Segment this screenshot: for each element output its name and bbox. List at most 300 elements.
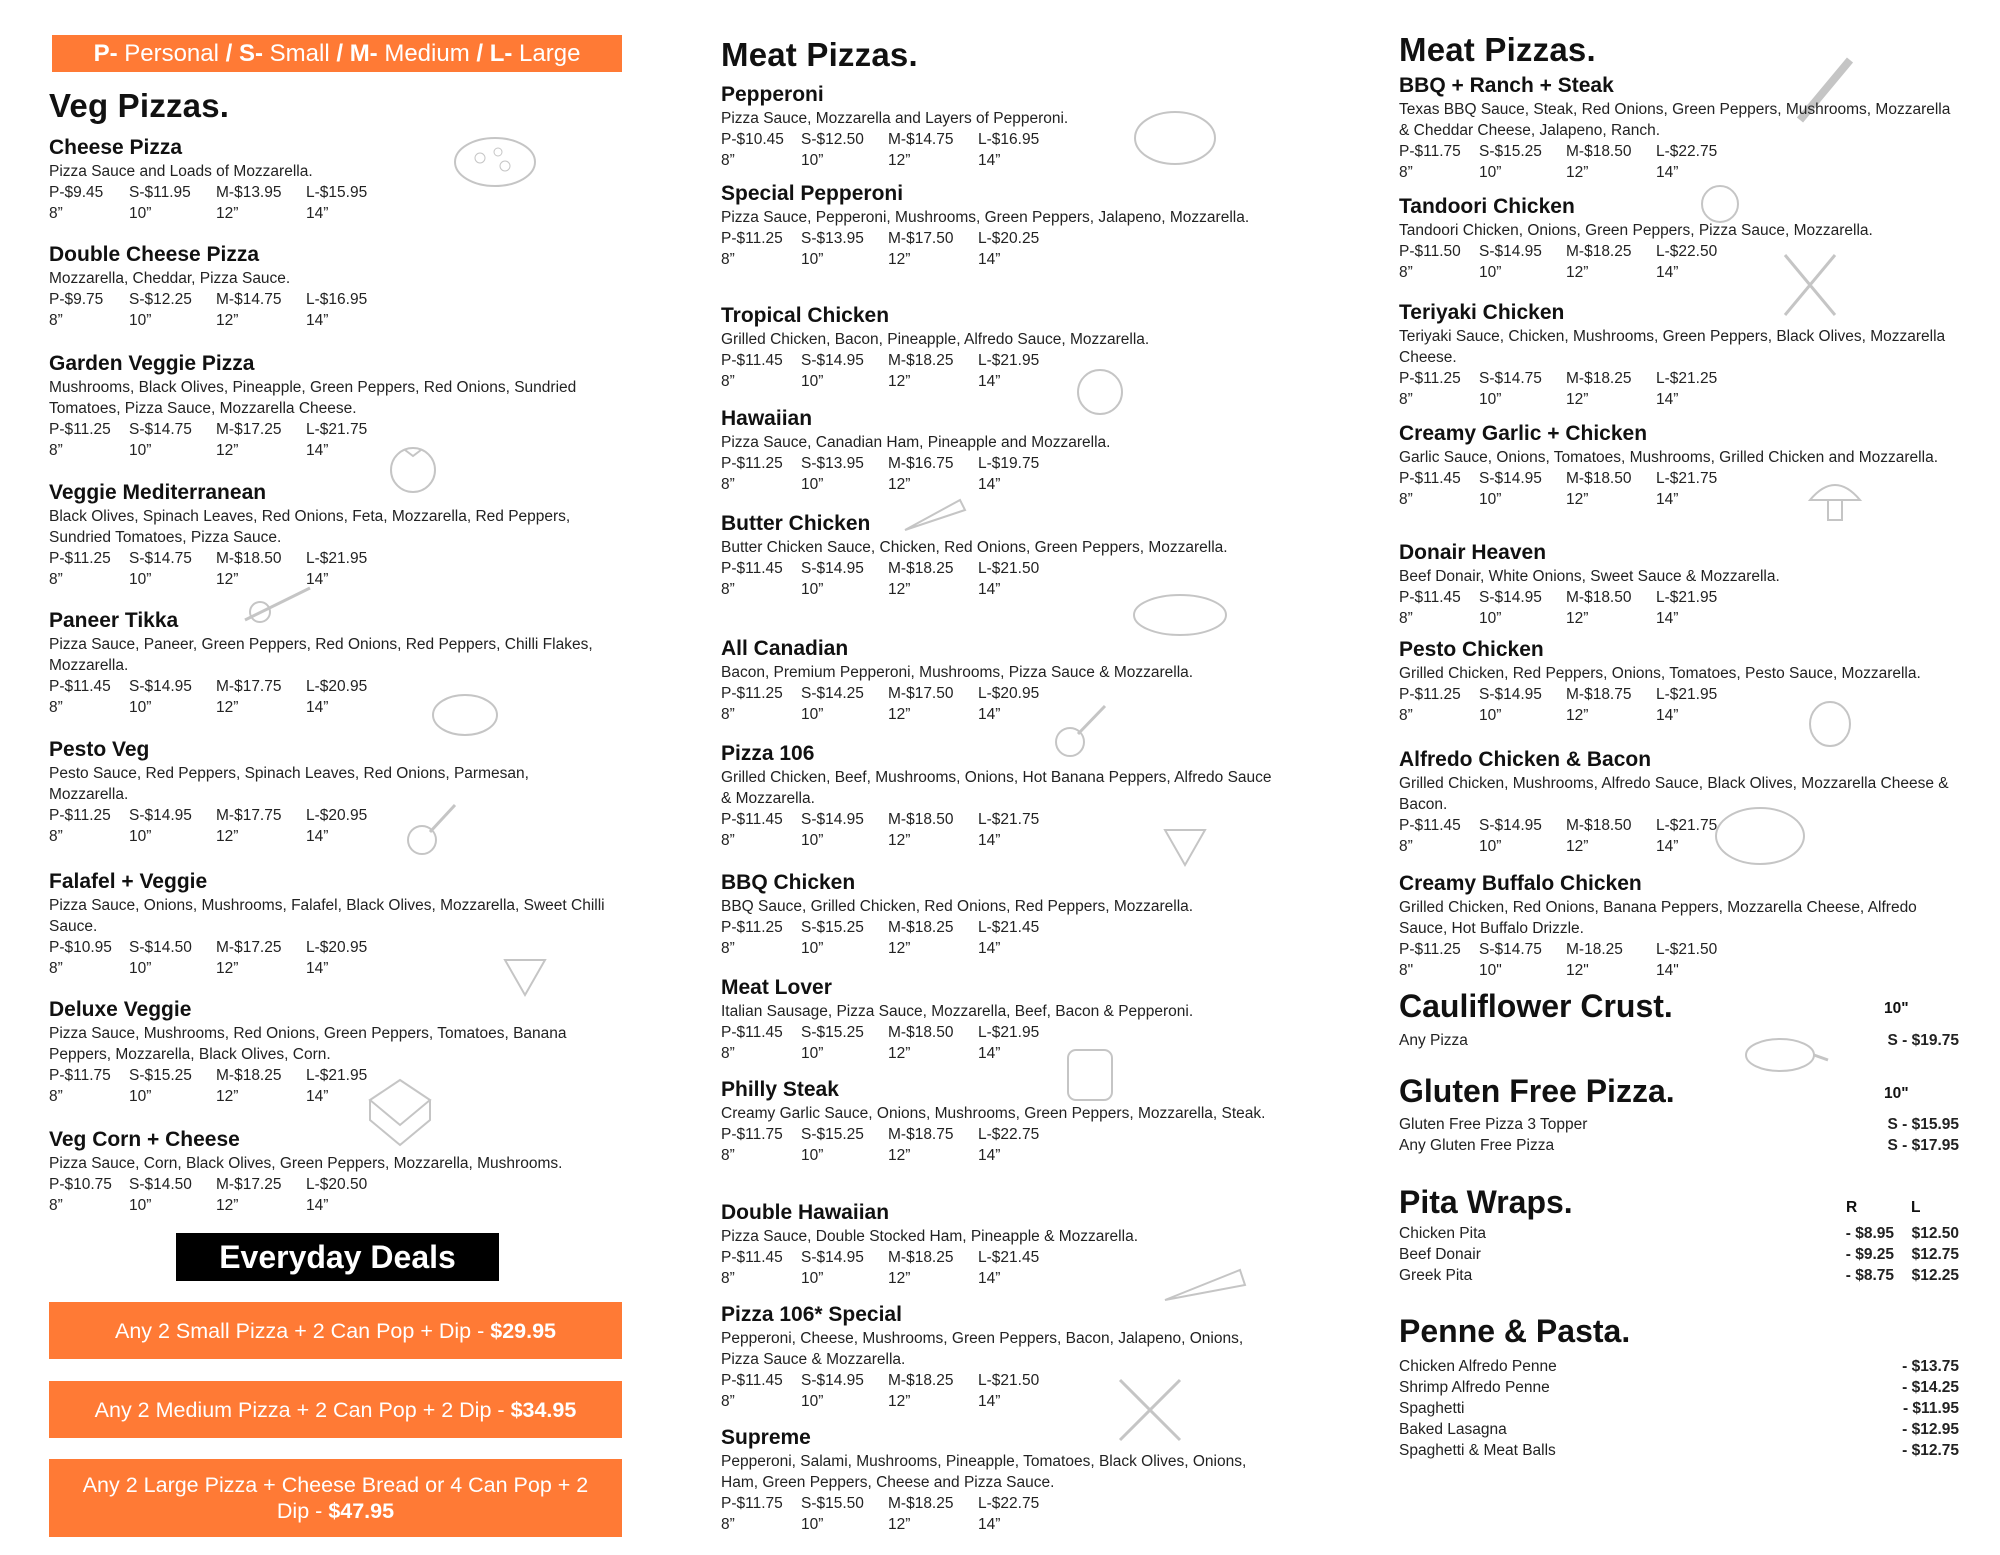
- price: L-$22.75: [1656, 143, 1718, 160]
- pizza-description: Grilled Chicken, Mushrooms, Alfredo Sauce, Black Olives, Mozzarella Cheese & Bacon.: [1399, 775, 1949, 813]
- price: P-$11.25: [721, 455, 783, 472]
- size: 14”: [306, 442, 329, 459]
- size: 8”: [721, 373, 735, 390]
- price: L-$15.95: [306, 184, 368, 201]
- size: 10”: [1479, 164, 1502, 181]
- size: 8": [1399, 962, 1414, 979]
- size: 14”: [978, 706, 1001, 723]
- pizza-item[interactable]: [721, 1425, 1321, 1535]
- price-row: [1399, 939, 1969, 960]
- price-row: [49, 1174, 629, 1195]
- pizza-name: Veggie Mediterranean: [49, 481, 267, 504]
- pizza-box-doodle-icon: [1060, 1040, 1120, 1110]
- size: 8”: [49, 312, 63, 329]
- pizza-description: Pizza Sauce, Mozzarella and Layers of Pepperoni.: [721, 110, 1069, 127]
- pizza-description: Bacon, Premium Pepperoni, Mushrooms, Pizza Sauce & Mozzarella.: [721, 664, 1194, 681]
- pizza-cutter-doodle-icon: [400, 800, 460, 860]
- price: L-$16.95: [306, 291, 368, 308]
- size-row: [49, 440, 629, 461]
- price-row: [721, 558, 1321, 579]
- pizza-item[interactable]: [49, 135, 629, 224]
- price: P-$11.45: [721, 1372, 783, 1389]
- price-row: [721, 129, 1321, 150]
- price: S-$14.25: [801, 685, 864, 702]
- pizza-item[interactable]: [49, 242, 629, 331]
- price: L-$21.95: [1656, 589, 1718, 606]
- pizza-item[interactable]: [721, 511, 1321, 600]
- pizza-doodle-icon: [1130, 590, 1230, 640]
- size: 14”: [1656, 391, 1679, 408]
- tomato-doodle-icon: [1695, 180, 1745, 225]
- price: L-$21.25: [1656, 370, 1718, 387]
- size-row: [721, 830, 1321, 851]
- size: 8”: [1399, 838, 1413, 855]
- size: 12”: [216, 960, 239, 977]
- pizza-name: Veg Corn + Cheese: [49, 1128, 240, 1151]
- size: 12”: [216, 205, 239, 222]
- size: 8”: [49, 442, 63, 459]
- price-row: [721, 1493, 1321, 1514]
- price: P-$11.25: [1399, 370, 1461, 387]
- price: S-$11.95: [129, 184, 191, 201]
- price: M-$17.50: [888, 685, 954, 702]
- price: P-$11.25: [49, 421, 111, 438]
- size-row: [49, 826, 629, 847]
- price: L-$21.50: [1656, 941, 1718, 958]
- price: L-$19.75: [978, 455, 1040, 472]
- size: 12”: [216, 1197, 239, 1214]
- onion-doodle-icon: [1800, 690, 1860, 750]
- size-row: [1399, 705, 1969, 726]
- pizza-name: Tandoori Chicken: [1399, 195, 1575, 218]
- price: M-$14.75: [216, 291, 282, 308]
- size-row: [1399, 836, 1969, 857]
- price: M-$18.25: [1566, 370, 1632, 387]
- size: 14”: [306, 960, 329, 977]
- pizza-item[interactable]: [721, 870, 1321, 959]
- size: 14”: [306, 205, 329, 222]
- pizza-slice-doodle-icon: [1160, 820, 1210, 870]
- deal-item[interactable]: Any 2 Small Pizza + 2 Can Pop + Dip - $29.95: [49, 1302, 622, 1359]
- price-row: [49, 805, 629, 826]
- pizza-item[interactable]: [49, 737, 629, 847]
- pita-wraps-title: Pita Wraps.: [1399, 1184, 1573, 1220]
- price: P-$9.45: [49, 184, 104, 201]
- price: P-$11.45: [1399, 817, 1461, 834]
- size: 14”: [306, 699, 329, 716]
- pizza-name: All Canadian: [721, 637, 849, 660]
- pizza-name: Donair Heaven: [1399, 541, 1547, 564]
- price: L-$21.95: [978, 1024, 1040, 1041]
- pizza-description: Pizza Sauce, Paneer, Green Peppers, Red Onions, Red Peppers, Chilli Flakes, Mozzarella.: [49, 636, 593, 674]
- price: P-$11.45: [1399, 470, 1461, 487]
- size: 8”: [721, 832, 735, 849]
- meat-pizzas-title: Meat Pizzas.: [721, 36, 918, 73]
- meat-pizzas-title: Meat Pizzas.: [1399, 31, 1596, 68]
- size: 14”: [1656, 838, 1679, 855]
- size: 14”: [978, 1393, 1001, 1410]
- price: L-$22.50: [1656, 243, 1718, 260]
- mushroom-doodle-icon: [1800, 470, 1870, 550]
- pizza-description: Pepperoni, Cheese, Mushrooms, Green Peppers, Bacon, Jalapeno, Onions, Pizza Sauce & Mozzarella.: [721, 1330, 1244, 1368]
- size: 10”: [129, 960, 152, 977]
- pizza-description: Tandoori Chicken, Onions, Green Peppers, Pizza Sauce, Mozzarella.: [1399, 222, 1873, 239]
- size: 10”: [801, 706, 824, 723]
- pizza-name: Special Pepperoni: [721, 182, 904, 205]
- size: 14”: [306, 1088, 329, 1105]
- price: S-$14.50: [129, 939, 192, 956]
- size: 10”: [129, 571, 152, 588]
- pizza-description: Pepperoni, Salami, Mushrooms, Pineapple, Tomatoes, Black Olives, Onions, Ham, Green Peppers, Cheese and Pizza Sauce.: [721, 1453, 1247, 1491]
- price: S-$14.95: [1479, 470, 1542, 487]
- size: 8”: [49, 960, 63, 977]
- size: 8”: [721, 251, 735, 268]
- price: M-$18.50: [888, 1024, 954, 1041]
- pizza-name: Hawaiian: [721, 407, 813, 430]
- price: L-$22.75: [978, 1495, 1040, 1512]
- size: 10”: [801, 1516, 824, 1533]
- size: 10”: [801, 1393, 824, 1410]
- size-row: [721, 1391, 1321, 1412]
- price: M-$18.25: [888, 560, 954, 577]
- price: P-$11.45: [721, 560, 783, 577]
- price-row: [1399, 241, 1969, 262]
- price: M-$18.25: [888, 919, 954, 936]
- price: L-$21.75: [1656, 817, 1718, 834]
- price-row: [49, 548, 629, 569]
- size: 8”: [721, 152, 735, 169]
- pizza-item[interactable]: [1399, 194, 1969, 283]
- price-row: [721, 809, 1321, 830]
- price: S-$14.95: [1479, 686, 1542, 703]
- price: S-$15.25: [1479, 143, 1542, 160]
- price: S-$14.95: [801, 1249, 864, 1266]
- size: 8”: [721, 1045, 735, 1062]
- pizza-description: Grilled Chicken, Red Onions, Banana Peppers, Mozzarella Cheese, Alfredo Sauce, Hot Buffalo Drizzle.: [1399, 899, 1917, 937]
- size: 8”: [49, 1088, 63, 1105]
- size-row: [1399, 262, 1969, 283]
- pizza-description: Grilled Chicken, Beef, Mushrooms, Onions, Hot Banana Peppers, Alfredo Sauce & Mozzarella.: [721, 769, 1272, 807]
- price: M-$18.75: [1566, 686, 1632, 703]
- pizza-description: Mushrooms, Black Olives, Pineapple, Green Peppers, Red Onions, Sundried Tomatoes, Pizza Sauce, Mozzarella Cheese.: [49, 379, 577, 417]
- everyday-deals-title: Everyday Deals: [176, 1233, 499, 1281]
- size: 10”: [129, 312, 152, 329]
- pizza-item[interactable]: [49, 608, 629, 718]
- size: 8”: [721, 706, 735, 723]
- price-row: [1399, 368, 1969, 389]
- price-row: [49, 419, 629, 440]
- price: P-$11.25: [1399, 941, 1461, 958]
- size: 8”: [49, 571, 63, 588]
- pizza-item[interactable]: [49, 351, 629, 461]
- size-row: [721, 150, 1321, 171]
- size: 10”: [129, 1088, 152, 1105]
- pizza-name: BBQ + Ranch + Steak: [1399, 74, 1614, 97]
- pizza-name: Creamy Buffalo Chicken: [1399, 872, 1642, 895]
- pizza-description: Pizza Sauce, Pepperoni, Mushrooms, Green Peppers, Jalapeno, Mozzarella.: [721, 209, 1250, 226]
- size-row: [721, 371, 1321, 392]
- size: 10”: [129, 205, 152, 222]
- pizza-name: Supreme: [721, 1426, 811, 1449]
- price: L-$16.95: [978, 131, 1040, 148]
- size: 10”: [801, 152, 824, 169]
- price: P-$10.95: [49, 939, 112, 956]
- pizza-item[interactable]: [721, 1077, 1321, 1166]
- size: 8”: [1399, 164, 1413, 181]
- size: 12”: [216, 828, 239, 845]
- size: 10”: [801, 940, 824, 957]
- size: 10”: [801, 581, 824, 598]
- pizza-item[interactable]: [721, 1302, 1321, 1412]
- size: 12”: [888, 706, 911, 723]
- size: 14”: [306, 828, 329, 845]
- pizza-name: Pizza 106: [721, 742, 815, 765]
- size: 14”: [306, 1197, 329, 1214]
- size: 14”: [1656, 707, 1679, 724]
- size: 14”: [978, 1045, 1001, 1062]
- pizza-item[interactable]: [1399, 421, 1969, 510]
- size: 12”: [1566, 610, 1589, 627]
- tomato-doodle-icon: [375, 440, 445, 495]
- pizza-description: BBQ Sauce, Grilled Chicken, Red Onions, Red Peppers, Mozzarella.: [721, 898, 1194, 915]
- pizza-name: Alfredo Chicken & Bacon: [1399, 748, 1652, 771]
- pizza-item[interactable]: [721, 303, 1321, 392]
- pizza-item[interactable]: [1399, 637, 1969, 726]
- size: 8”: [721, 1393, 735, 1410]
- price-row: [1399, 141, 1969, 162]
- size: 12”: [888, 1516, 911, 1533]
- size: 8”: [721, 476, 735, 493]
- size-row: [49, 697, 629, 718]
- pizza-description: Grilled Chicken, Bacon, Pineapple, Alfredo Sauce, Mozzarella.: [721, 331, 1150, 348]
- price: L-$21.45: [978, 1249, 1040, 1266]
- pizza-item[interactable]: [1399, 300, 1969, 410]
- price-row: [49, 1065, 629, 1086]
- pizza-name: Paneer Tikka: [49, 609, 179, 632]
- price: S-$14.95: [129, 678, 192, 695]
- price: M-$17.25: [216, 421, 282, 438]
- size: 12”: [888, 1045, 911, 1062]
- price-row: [1399, 468, 1969, 489]
- size-row: [721, 1145, 1321, 1166]
- price-row: [1399, 587, 1969, 608]
- size: 10”: [801, 476, 824, 493]
- price: M-$14.75: [888, 131, 954, 148]
- size: 12”: [888, 251, 911, 268]
- size: 12”: [888, 152, 911, 169]
- deal-item[interactable]: Any 2 Medium Pizza + 2 Can Pop + 2 Dip - $34.95: [49, 1381, 622, 1438]
- price: M-$16.75: [888, 455, 954, 472]
- size: 12”: [1566, 391, 1589, 408]
- pizza-item[interactable]: [1399, 747, 1969, 857]
- fork-knife-doodle-icon: [1775, 245, 1845, 325]
- size: 12”: [888, 1147, 911, 1164]
- pizza-description: Texas BBQ Sauce, Steak, Red Onions, Green Peppers, Mushrooms, Mozzarella & Cheddar Cheese, Jalapeno, Ranch.: [1399, 101, 1951, 139]
- pizza-item[interactable]: [721, 82, 1321, 171]
- pizza-name: BBQ Chicken: [721, 871, 856, 894]
- size: 8”: [721, 1516, 735, 1533]
- pizza-item[interactable]: [49, 480, 629, 590]
- size: 8”: [721, 1147, 735, 1164]
- size: 10”: [1479, 610, 1502, 627]
- size: 10”: [801, 1270, 824, 1287]
- price: S-$13.95: [801, 230, 864, 247]
- pizza-item[interactable]: [721, 406, 1321, 495]
- pizza-item[interactable]: [1399, 73, 1969, 183]
- size: 14”: [978, 476, 1001, 493]
- size-row: [1399, 162, 1969, 183]
- pizza-name: Cheese Pizza: [49, 136, 183, 159]
- price: M-$13.95: [216, 184, 282, 201]
- size: 8”: [49, 699, 63, 716]
- pizza-doodle-icon: [1740, 1030, 1830, 1080]
- price: M-$17.75: [216, 678, 282, 695]
- price: P-$10.45: [721, 131, 784, 148]
- price: P-$11.75: [49, 1067, 111, 1084]
- price-row: [721, 1370, 1321, 1391]
- size: 12”: [216, 1088, 239, 1105]
- size-legend-banner: P- Personal / S- Small / M- Medium / L- Large: [52, 35, 622, 72]
- size: 14”: [978, 1516, 1001, 1533]
- size-row: [1399, 489, 1969, 510]
- price: L-$21.75: [1656, 470, 1718, 487]
- price: L-$21.95: [978, 352, 1040, 369]
- size: 10”: [129, 699, 152, 716]
- pizza-name: Meat Lover: [721, 976, 832, 999]
- gluten-free-title: Gluten Free Pizza.: [1399, 1073, 1675, 1109]
- price: M-$18.50: [1566, 143, 1632, 160]
- pizza-name: Creamy Garlic + Chicken: [1399, 422, 1648, 445]
- price-row: [721, 1124, 1321, 1145]
- pizza-name: Double Cheese Pizza: [49, 243, 260, 266]
- veg-pizzas-title: Veg Pizzas.: [49, 87, 230, 124]
- pizza-item[interactable]: [721, 975, 1321, 1064]
- deal-item[interactable]: Any 2 Large Pizza + Cheese Bread or 4 Can Pop + 2 Dip - $47.95: [49, 1459, 622, 1537]
- price: P-$11.45: [721, 811, 783, 828]
- size: 8”: [49, 1197, 63, 1214]
- pizza-description: Garlic Sauce, Onions, Tomatoes, Mushrooms, Grilled Chicken and Mozzarella.: [1399, 449, 1938, 466]
- size: 12”: [1566, 164, 1589, 181]
- price-row: [721, 1022, 1321, 1043]
- price: P-$11.25: [721, 919, 783, 936]
- price: M-$18.50: [1566, 470, 1632, 487]
- price: M-$18.75: [888, 1126, 954, 1143]
- size: 10”: [129, 1197, 152, 1214]
- pizza-description: Creamy Garlic Sauce, Onions, Mushrooms, Green Peppers, Mozzarella, Steak.: [721, 1105, 1266, 1122]
- pizza-description: Pizza Sauce, Corn, Black Olives, Green Peppers, Mozzarella, Mushrooms.: [49, 1155, 563, 1172]
- pizza-description: Beef Donair, White Onions, Sweet Sauce & Mozzarella.: [1399, 568, 1780, 585]
- pizza-description: Pesto Sauce, Red Peppers, Spinach Leaves, Red Onions, Parmesan, Mozzarella.: [49, 765, 529, 803]
- price: M-$18.25: [1566, 243, 1632, 260]
- size: 12”: [888, 1270, 911, 1287]
- size: 12”: [216, 312, 239, 329]
- price: S-$15.25: [801, 1024, 864, 1041]
- price: M-$18.25: [888, 1372, 954, 1389]
- price: P-$11.50: [1399, 243, 1461, 260]
- pizza-item[interactable]: [721, 181, 1321, 270]
- size-row: [49, 569, 629, 590]
- price: M-$17.75: [216, 807, 282, 824]
- pizza-cutter-doodle-icon: [1050, 700, 1110, 760]
- price: L-$21.75: [978, 811, 1040, 828]
- size: 14”: [306, 571, 329, 588]
- pizza-description: Butter Chicken Sauce, Chicken, Red Onions, Green Peppers, Mozzarella.: [721, 539, 1228, 556]
- size-header: 10": [1884, 1085, 1909, 1102]
- size-row: [49, 1195, 629, 1216]
- pizza-description: Pizza Sauce, Double Stocked Ham, Pineapple & Mozzarella.: [721, 1228, 1138, 1245]
- size: 12”: [888, 476, 911, 493]
- pizza-item[interactable]: [721, 636, 1321, 725]
- price: M-$18.25: [888, 1495, 954, 1512]
- price: S-$14.95: [1479, 817, 1542, 834]
- price: S-$14.75: [1479, 941, 1542, 958]
- size-row: [49, 310, 629, 331]
- price: S-$14.95: [801, 352, 864, 369]
- size: 14”: [306, 312, 329, 329]
- pizza-description: Mozzarella, Cheddar, Pizza Sauce.: [49, 270, 291, 287]
- pizza-name: Pizza 106* Special: [721, 1303, 902, 1326]
- price: M-$17.25: [216, 939, 282, 956]
- size: 14”: [978, 940, 1001, 957]
- pizza-cutter-doodle-icon: [240, 580, 320, 630]
- size-row: [721, 1043, 1321, 1064]
- size: 12”: [1566, 838, 1589, 855]
- pizza-name: Butter Chicken: [721, 512, 871, 535]
- size: 14”: [978, 832, 1001, 849]
- size: 12”: [216, 571, 239, 588]
- size: 10": [1479, 962, 1502, 979]
- size: 8”: [1399, 707, 1413, 724]
- price-row: [49, 676, 629, 697]
- pizza-description: Pizza Sauce, Canadian Ham, Pineapple and Mozzarella.: [721, 434, 1111, 451]
- price: S-$13.95: [801, 455, 864, 472]
- price: S-$15.50: [801, 1495, 864, 1512]
- price: S-$15.25: [129, 1067, 192, 1084]
- price: M-$18.25: [888, 1249, 954, 1266]
- size: 14”: [1656, 610, 1679, 627]
- pizza-item[interactable]: [1399, 871, 1969, 981]
- size: 8”: [721, 1270, 735, 1287]
- size: 14”: [978, 373, 1001, 390]
- size: 10”: [801, 373, 824, 390]
- price: L-$21.50: [978, 1372, 1040, 1389]
- pizza-item[interactable]: [49, 997, 629, 1107]
- pizza-item[interactable]: [721, 741, 1321, 851]
- price: P-$11.25: [1399, 686, 1461, 703]
- price: S-$14.95: [1479, 243, 1542, 260]
- price: M-$18.50: [216, 550, 282, 567]
- pizza-name: Tropical Chicken: [721, 304, 890, 327]
- size: 12”: [888, 832, 911, 849]
- pizza-name: Pesto Veg: [49, 738, 150, 761]
- price: P-$11.45: [721, 352, 783, 369]
- price: S-$14.95: [1479, 589, 1542, 606]
- price: S-$14.75: [129, 421, 192, 438]
- price: P-$11.25: [721, 685, 783, 702]
- size: 8”: [49, 205, 63, 222]
- price: S-$14.95: [801, 560, 864, 577]
- size: 12”: [1566, 264, 1589, 281]
- size-row: [1399, 389, 1969, 410]
- price: S-$15.25: [801, 919, 864, 936]
- price: S-$14.75: [1479, 370, 1542, 387]
- price: P-$9.75: [49, 291, 104, 308]
- price: P-$11.45: [1399, 589, 1461, 606]
- pizza-item[interactable]: [1399, 540, 1969, 629]
- pizza-item[interactable]: [49, 1127, 629, 1216]
- price-row: [1399, 815, 1969, 836]
- price: M-$18.25: [888, 352, 954, 369]
